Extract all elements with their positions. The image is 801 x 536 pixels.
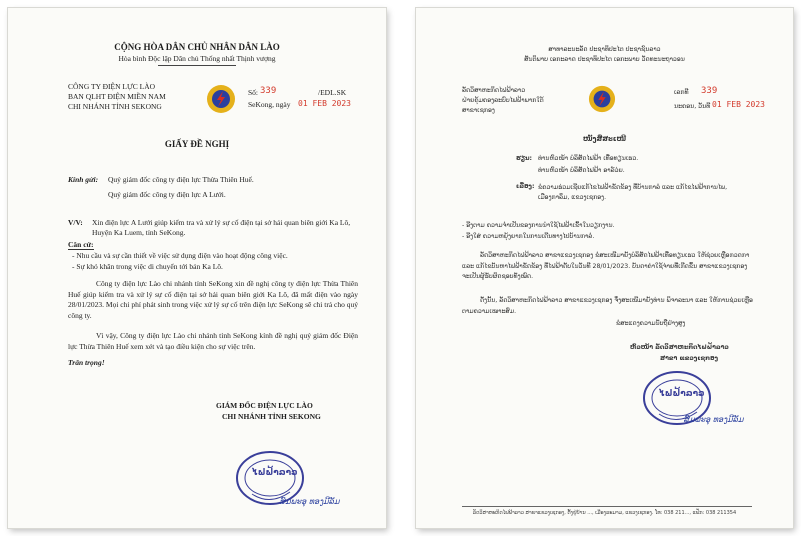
lao-subject-text: ຂໍຄວາມຮ່ວມເຊີຍແກ້ໄຂໄຟຟ້າຂັດຂ້ອງ ທີ່ບ້ານກາລໍ ແລະ ແກ້ໄຂໄຟຟ້າການໄພ, ເມືອງກາລຶມ, ແຂວງເຊກອງ. <box>538 184 728 201</box>
lao-body-paragraph-2: ດັ່ງນັ້ນ, ລັດວິສາຫະກິດໄຟຟ້າລາວ ສາຂາແຂວງເຊກອງ ຈຶ່ງສະເໜີມາຍັງທ່ານ ພິຈາລະນາ ແລະ ໃຫ້ການຊ່ວຍເຫຼືອຕາມຄວາມເໝາະສົມ. <box>462 297 753 315</box>
org-line-2: BAN QLHT ĐIỆN MIỀN NAM <box>68 92 166 101</box>
lao-nation-motto: ສັນຕິພາບ ເອກະລາດ ປະຊາທິປະໄຕ ເອກະພາບ ວັດທະນະຖາວອນ <box>524 56 685 63</box>
subject-text: Xin điện lực A Lưới giúp kiểm tra và xử lý sự cố điện tại sở hải quan biên giới Ka Lô, Huyện Ka Luem, tỉnh SeKong. <box>92 218 351 237</box>
footer-divider <box>462 506 752 507</box>
basis-item-2: - Sự khó khăn trong việc di chuyển tới bản Ka Lô. <box>72 262 223 271</box>
lao-basis-item-1-text: ອີງຕາມ ຄວາມຈຳເປັນຂອງການນຳໃຊ້ໄຟຟ້າເຂົ້າໃນວຽກງານ. <box>466 222 615 229</box>
lao-basis-item-1: - ອີງຕາມ ຄວາມຈຳເປັນຂອງການນຳໃຊ້ໄຟຟ້າເຂົ້າໃນວຽກງານ. <box>462 222 615 229</box>
lao-org-line-2: ຝ່າຍຄຸ້ມຄອງລະບົບໄຟຟ້າພາກໃຕ້ <box>462 97 544 104</box>
to-label: Kính gửi: <box>68 175 99 184</box>
signer-title-1: GIÁM ĐỐC ĐIỆN LỰC LÀO <box>216 401 313 410</box>
lao-to-label: ຮຽນ: <box>516 155 532 162</box>
subject-label: V/V: <box>68 218 83 227</box>
date-stamp: 01 FEB 2023 <box>298 99 351 108</box>
edl-logo-icon <box>588 85 616 113</box>
basis-item-2-text: Sự khó khăn trong việc di chuyển tới bản Ka Lô. <box>76 262 223 271</box>
basis-item-1-text: Nhu cầu và sự cần thiết về việc sử dụng điện vào hoạt động công việc. <box>76 251 288 260</box>
lao-to-line-1: ທ່ານຫົວໜ້າ ບໍລິສັດໄຟຟ້າ ເທື່ອທຽນເຮວ. <box>538 155 639 162</box>
lao-ref-number-stamp: 339 <box>701 86 718 96</box>
lao-footer: ລັດວິສາຫະກິດໄຟຟ້າລາວ ສາຂາແຂວງເຊກອງ, ຕັ້ງຢູ່ບ້ານ ..., ເມືອງລະມາມ, ແຂວງເຊກອງ. ໂທ: 038 211..., ແຟັກ: 038 211354 <box>472 510 737 516</box>
lao-date-stamp: 01 FEB 2023 <box>712 100 765 109</box>
lao-ref-label: ເລກທີ <box>674 89 689 96</box>
lao-basis-item-2: - ອີງໃສ່ ຄວາມຫຍຸ້ງຍາກໃນການເດີນທາງໄປບ້ານກາລໍ. <box>462 233 595 240</box>
stamp-text: ໄຟຟ້າລາວ <box>252 468 298 478</box>
signature: ສົມພະອຸ ທອງມີລັມ <box>280 497 340 506</box>
motto-underline <box>158 65 236 66</box>
lao-basis-item-2-text: ອີງໃສ່ ຄວາມຫຍຸ້ງຍາກໃນການເດີນທາງໄປບ້ານກາລໍ. <box>466 233 595 240</box>
to-line-1: Quý giám đốc công ty điện lực Thừa Thiên Huế. <box>108 175 254 184</box>
lao-nation-title: ສາທາລະນະລັດ ປະຊາທິປະໄຕ ປະຊາຊົນລາວ <box>548 46 661 53</box>
right-document-page <box>416 8 793 528</box>
org-line-3: CHI NHÁNH TỈNH SEKONG <box>68 102 162 111</box>
edl-logo-icon <box>206 84 236 114</box>
lao-to-line-2: ທ່ານຫົວໜ້າ ບໍລິສັດໄຟຟ້າ ອາລ໌ວ່ຍ. <box>538 167 625 174</box>
lao-stamp-text: ໄຟຟ້າລາວ <box>659 389 705 399</box>
ref-number-stamp: 339 <box>260 86 277 96</box>
lao-org-line-1: ລັດວິສາຫະກິດໄຟຟ້າລາວ <box>462 87 526 94</box>
ref-suffix: /EDL.SK <box>318 88 347 97</box>
lao-signer-title-1: ຫົວໜ້າ ລັດວິສາຫະກິດໄຟຟ້າລາວ <box>630 344 729 351</box>
to-line-2: Quý giám đốc công ty điện lực A Lưới. <box>108 190 226 199</box>
lao-org-line-3: ສາຂາເຊກອງ <box>462 107 495 114</box>
lao-signature: ສົມພະອຸ ທອງມີລັມ <box>684 415 744 424</box>
org-line-1: CÔNG TY ĐIỆN LỰC LÀO <box>68 82 156 91</box>
ref-label: Số: <box>248 88 259 97</box>
lao-signer-title-2: ສາຂາ ແຂວງເຊກອງ <box>660 355 719 362</box>
basis-label: Căn cứ: <box>68 240 94 249</box>
basis-item-1: - Nhu cầu và sự cần thiết về việc sử dụng điện vào hoạt động công việc. <box>72 251 288 260</box>
nation-motto: Hòa bình Độc lập Dân chủ Thống nhất Thịnh vượng <box>118 54 276 63</box>
lao-body-paragraph-1: ລັດວິສາຫະກິດໄຟຟ້າລາວ ສາຂາແຂວງເຊກອງ ຂໍສະເໜີມາຍັງບໍລິສັດໄຟຟ້າເທື່ອທຽນເຮວ ໃຫ້ຊ່ວຍເຫຼືອກວດກາ ແລະ ແກ້ໄຂບັນຫາໄຟຟ້າຂັດຂ້ອງ ທີ່ໄຟຟ້າດັບໃນວັນທີ 28/01/2023. ບັນດາຄ່າໃຊ້ຈ່າຍທີ່ເກີດຂຶ້ນ ສາຂາແຂວງເຊກອງ ຈະເປັນຜູ້ຮັບຜິດຊອບທັງໝົດ. <box>462 252 750 280</box>
closing-text: Trân trọng! <box>68 358 105 367</box>
doc-title: GIẤY ĐỀ NGHỊ <box>164 139 230 149</box>
body-paragraph-1: Công ty điện lực Lào chi nhánh tỉnh SeKong xin đề nghị công ty điện lực Thừa Thiên Huế giúp kiểm tra và xử lý sự cố điện tại sở hải quan biên giới Ka Lô, đã mất điện vào ngày 28/01/2023. Mọi chi phí phát sinh trong việc xử lý sự cố trên điện lực SeKong sẽ chi trả cho quý công ty. <box>68 279 358 320</box>
nation-title: CỘNG HÒA DÂN CHỦ NHÂN DÂN LÀO <box>114 42 280 52</box>
body-paragraph-2: Vì vậy, Công ty điện lực Lào chi nhánh tỉnh SeKong kính đề nghị quý giám đốc Điện lực Thừa Thiên Huế xem xét và tạo điều kiện cho sự việc trên. <box>68 331 358 351</box>
lao-closing-text: ຂໍສະແດງຄວາມນັບຖືຢ່າງສູງ <box>616 320 686 327</box>
date-prefix: SeKong, ngày <box>248 100 291 109</box>
lao-doc-title: ໜັງສືສະເໜີ <box>582 135 627 143</box>
lao-date-label: ນະຄອນ, ວັນທີ <box>674 103 711 110</box>
signer-title-2: CHI NHÁNH TỈNH SEKONG <box>222 412 321 421</box>
left-document-page <box>8 8 386 528</box>
lao-subject-label: ເລື່ອງ: <box>516 183 535 190</box>
